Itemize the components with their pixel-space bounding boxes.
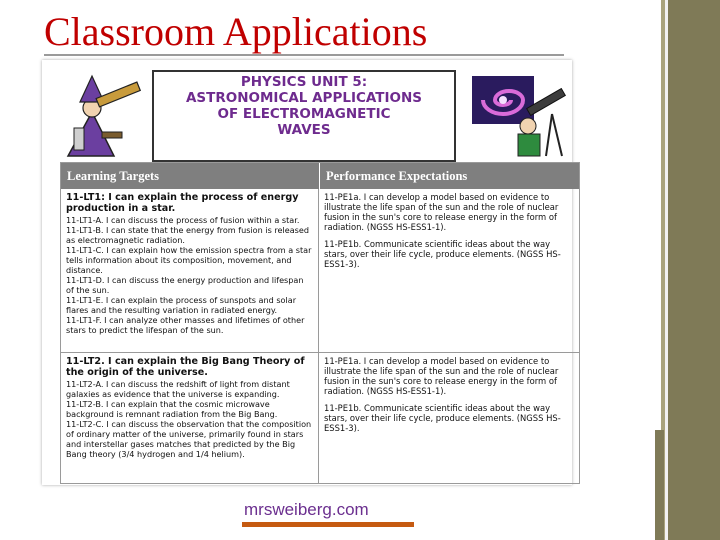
sub-target: 11-LT1-F. I can analyze other masses and lifetimes of other stars to predict the lifespan of the sun.	[66, 315, 305, 335]
sub-target: 11-LT1-A. I can discuss the process of fusion within a star.	[66, 215, 300, 225]
side-accent-gap	[665, 0, 668, 540]
expectations-cell	[319, 189, 579, 353]
sub-target: 11-LT1-C. I can explain how the emission spectra from a star tells information about its composition, movement, and distance.	[66, 245, 312, 275]
banner-title	[154, 74, 454, 138]
performance-expectation: 11-PE1b. Communicate scientific ideas about the way stars, over their life cycle, produce elements. (NGSS HS-ESS1-3).	[324, 403, 561, 433]
worksheet-banner	[62, 70, 572, 158]
learning-target: 11-LT1: I can explain the process of energy production in a star.	[66, 192, 299, 214]
sub-target: 11-LT2-A. I can discuss the redshift of light from distant galaxies as evidence that the universe is expanding.	[66, 379, 290, 399]
side-accent-bar	[668, 0, 720, 540]
performance-expectation: 11-PE1b. Communicate scientific ideas about the way stars, over their life cycle, produce elements. (NGSS HS-ESS1-3).	[324, 239, 561, 269]
learning-target: 11-LT2. I can explain the Big Bang Theory of the origin of the universe.	[66, 356, 305, 378]
footer-website: mrsweiberg.com	[244, 500, 369, 519]
sub-target: 11-LT1-B. I can state that the energy from fusion is released as electromagnetic radiation.	[66, 225, 310, 245]
performance-expectation: 11-PE1a. I can develop a model based on evidence to illustrate the life span of the sun and the role of nuclear fusion in the sun's core to release energy in the form of radiation. (NGSS HS-ESS1-1).	[324, 192, 559, 232]
astronomer-telescope-icon	[470, 74, 570, 158]
banner-line: PHYSICS UNIT 5:	[240, 74, 368, 90]
targets-cell	[61, 189, 319, 353]
header-learning-targets: Learning Targets	[61, 163, 319, 189]
learning-table	[60, 162, 580, 484]
title-divider	[44, 54, 564, 56]
banner-line: WAVES	[277, 122, 331, 138]
performance-expectation: 11-PE1a. I can develop a model based on evidence to illustrate the life span of the sun and the role of nuclear fusion in the sun's core to release energy in the form of radiation. (NGSS HS-ESS1-1).	[324, 356, 559, 396]
sub-target: 11-LT1-D. I can discuss the energy production and lifespan of the sun.	[66, 275, 304, 295]
galaxy-spiral-icon	[472, 76, 534, 124]
footer-underline	[242, 522, 414, 527]
slide-title: Classroom Applications	[44, 9, 428, 54]
banner-line: ASTRONOMICAL APPLICATIONS	[185, 90, 423, 106]
expectations-cell	[319, 353, 579, 483]
banner-line: OF ELECTROMAGNETIC	[217, 106, 391, 122]
targets-cell	[61, 353, 319, 483]
worksheet-image	[42, 60, 572, 485]
banner-title-box	[152, 70, 456, 162]
wizard-with-telescope-icon	[62, 72, 148, 158]
header-performance-expectations: Performance Expectations	[319, 163, 579, 189]
side-accent-block	[655, 430, 664, 540]
sub-target: 11-LT1-E. I can explain the process of sunspots and solar flares and the resulting variation in radiated energy.	[66, 295, 297, 315]
sub-target: 11-LT2-B. I can explain that the cosmic microwave background is remnant radiation from the Big Bang.	[66, 399, 278, 419]
sub-target: 11-LT2-C. I can discuss the observation that the composition of ordinary matter of the universe, primarily found in stars and interstellar gases matches that predicted by the Big Bang theory (3/4 hydrogen and 1/4 helium).	[66, 419, 312, 459]
